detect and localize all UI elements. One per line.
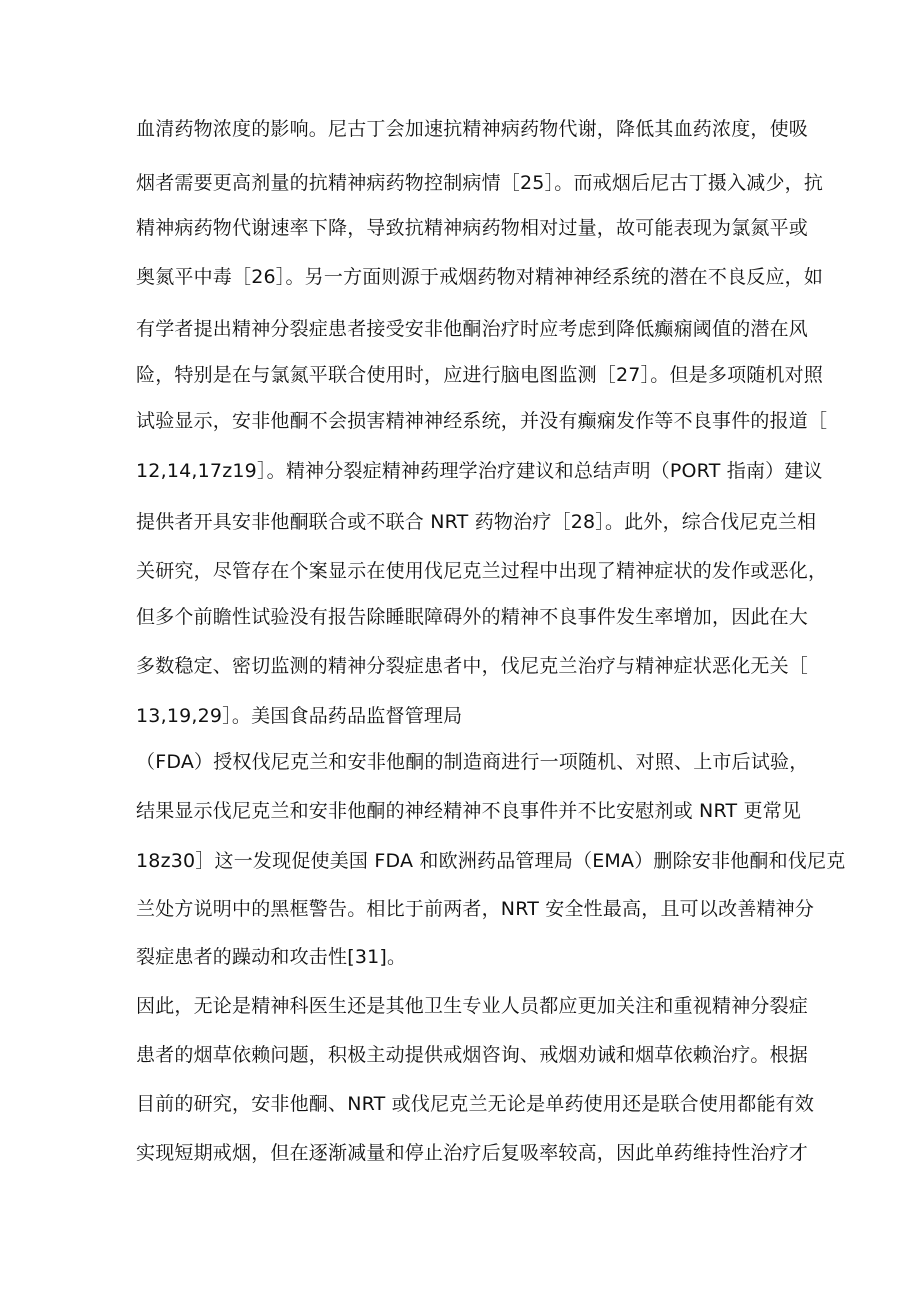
text-line: 险，特别是在与氯氮平联合使用时，应进行脑电图监测［27］。但是多项随机对照	[136, 364, 824, 386]
text-line: 13,19,29］。美国食品药品监督管理局	[136, 705, 463, 727]
text-line: （FDA）授权伐尼克兰和安非他酮的制造商进行一项随机、对照、上市后试验，	[136, 751, 809, 773]
text-line: 兰处方说明中的黑框警告。相比于前两者，NRT 安全性最高，且可以改善精神分	[136, 898, 815, 920]
text-line: 关研究，尽管存在个案显示在使用伐尼克兰过程中出现了精神症状的发作或恶化，	[136, 560, 828, 582]
text-line: 因此，无论是精神科医生还是其他卫生专业人员都应更加关注和重视精神分裂症	[136, 995, 809, 1017]
text-line: 18z30］这一发现促使美国 FDA 和欧洲药品管理局（EMA）删除安非他酮和伐尼克	[136, 850, 846, 872]
text-line: 精神病药物代谢速率下降，导致抗精神病药物相对过量，故可能表现为氯氮平或	[136, 217, 809, 239]
text-line: 12,14,17z19］。精神分裂症精神药理学治疗建议和总结声明（PORT 指南）建议	[136, 460, 823, 482]
text-line: 血清药物浓度的影响。尼古丁会加速抗精神病药物代谢，降低其血药浓度，使吸	[136, 118, 809, 140]
text-line: 有学者提出精神分裂症患者接受安非他酮治疗时应考虑到降低癫痫阈值的潜在风	[136, 318, 809, 340]
text-line: 多数稳定、密切监测的精神分裂症患者中，伐尼克兰治疗与精神症状恶化无关［	[136, 655, 809, 677]
text-line: 烟者需要更高剂量的抗精神病药物控制病情［25］。而戒烟后尼古丁摄入减少，抗	[136, 172, 824, 194]
text-line: 结果显示伐尼克兰和安非他酮的神经精神不良事件并不比安慰剂或 NRT 更常见	[136, 800, 802, 822]
text-line: 试验显示，安非他酮不会损害精神神经系统，并没有癫痫发作等不良事件的报道［	[136, 410, 828, 432]
text-line: 提供者开具安非他酮联合或不联合 NRT 药物治疗［28］。此外，综合伐尼克兰相	[136, 511, 817, 533]
text-line: 裂症患者的躁动和攻击性[31]。	[136, 946, 407, 968]
text-line: 实现短期戒烟，但在逐渐减量和停止治疗后复吸率较高，因此单药维持性治疗才	[136, 1142, 809, 1164]
text-line: 目前的研究，安非他酮、NRT 或伐尼克兰无论是单药使用还是联合使用都能有效	[136, 1093, 815, 1115]
text-line: 患者的烟草依赖问题，积极主动提供戒烟咨询、戒烟劝诫和烟草依赖治疗。根据	[136, 1044, 809, 1066]
text-line: 奥氮平中毒［26］。另一方面则源于戒烟药物对精神神经系统的潜在不良反应，如	[136, 266, 824, 288]
text-line: 但多个前瞻性试验没有报告除睡眠障碍外的精神不良事件发生率增加，因此在大	[136, 606, 809, 628]
